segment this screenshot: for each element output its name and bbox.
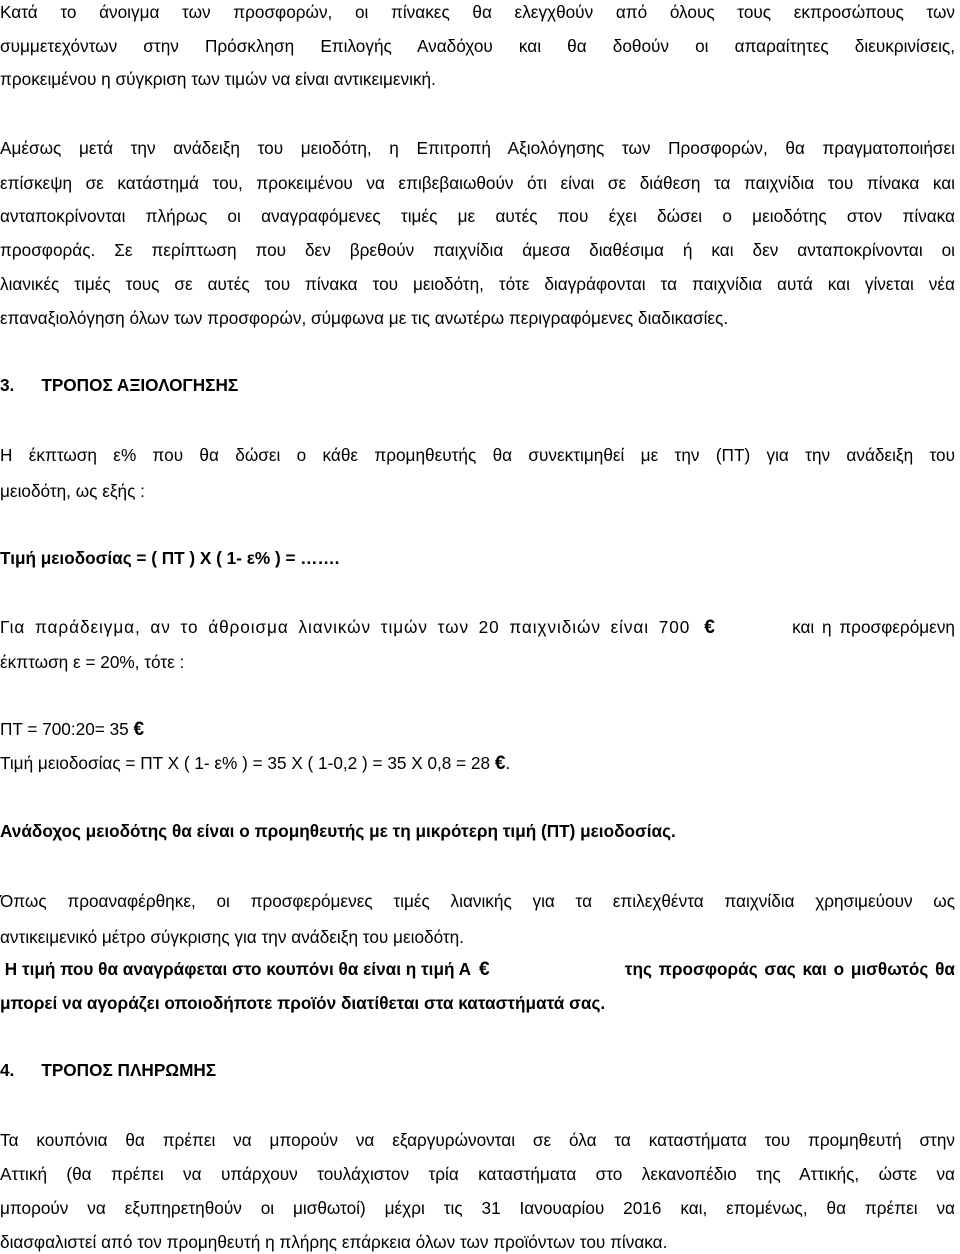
paragraph-5-line-1: Τα κουπόνια θα πρέπει να μπορούν να εξαργυρώνονται σε όλα τα καταστήματα του προμηθευτή στην: [0, 1130, 955, 1150]
paragraph-2-line-6: επαναξιολόγηση όλων των προσφορών, σύμφωνα με τις ανωτέρω περιγραφόμενες διαδικασίες.: [0, 308, 729, 328]
paragraph-2-line-1: Αμέσως μετά την ανάδειξη του μειοδότη, η Επιτροπή Αξιολόγησης των Προσφορών, θα πραγματοποιήσει: [0, 138, 955, 158]
paragraph-1-line-3: προκειμένου η σύγκριση των τιμών να είναι αντικειμενική.: [0, 69, 436, 89]
paragraph-1-line-2: συμμετεχόντων στην Πρόσκληση Επιλογής Αναδόχου και θα δοθούν οι απαραίτητες διευκρινίσεις,: [0, 36, 955, 56]
calculation-line-1: [0, 717, 955, 741]
example-line-1: [0, 615, 955, 639]
example-text-b: και η προσφερόμενη: [792, 617, 955, 637]
paragraph-2-line-5: λιανικές τιμές τους σε αυτές του πίνακα του μειοδότη, τότε διαγράφονται τα παιχνίδια αυτά και γίνεται νέα: [0, 274, 955, 294]
calc-2-end: .: [505, 753, 511, 773]
section-3-number: 3.: [0, 375, 15, 395]
paragraph-4-line-2: αντικειμενικό μέτρο σύγκρισης για την ανάδειξη του μειοδότη.: [0, 927, 465, 947]
paragraph-5-line-2: Αττική (θα πρέπει να υπάρχουν τουλάχιστον τρία καταστήματα στο λεκανοπέδιο της Αττικής, ώστε να: [0, 1164, 955, 1184]
euro-sign: €: [494, 753, 506, 774]
paragraph-5-line-3: μπορούν να εξυπηρετηθούν οι μισθωτοί) μέχρι τις 31 Ιανουαρίου 2016 και, επομένως, θα πρέπει να: [0, 1198, 955, 1218]
winner-statement: Ανάδοχος μειοδότης θα είναι ο προμηθευτής με τη μικρότερη τιμή (ΠΤ) μειοδοσίας.: [0, 821, 676, 841]
calc-2-text: Τιμή μειοδοσίας = ΠΤ Χ ( 1- ε% ) = 35 Χ ( 1-0,2 ) = 35 Χ 0,8 = 28: [0, 753, 491, 773]
bold-line-1: [0, 957, 955, 981]
paragraph-3-line-1: Η έκπτωση ε% που θα δώσει ο κάθε προμηθευτής θα συνεκτιμηθεί με την (ΠΤ) για την ανάδειξη του: [0, 445, 955, 465]
bold-text-b: της προσφοράς σας και ο μισθωτός θα: [624, 959, 955, 979]
paragraph-2-line-2: επίσκεψη σε κατάστημά του, προκειμένου να επιβεβαιωθούν ότι είναι σε διάθεση τα παιχνίδια του πίνακα και: [0, 173, 955, 193]
bold-text-a: Η τιμή που θα αναγράφεται στο κουπόνι θα είναι η τιμή Α: [0, 959, 472, 979]
paragraph-3-line-2: μειοδότη, ως εξής :: [0, 481, 145, 501]
bold-line-2: μπορεί να αγοράζει οποιοδήποτε προϊόν διατίθεται στα καταστήματά σας.: [0, 993, 606, 1013]
example-line-2: έκπτωση ε = 20%, τότε :: [0, 652, 185, 672]
calculation-line-2: [0, 751, 955, 775]
section-4-number: 4.: [0, 1060, 15, 1080]
paragraph-2-line-4: προσφοράς. Σε περίπτωση που δεν βρεθούν παιχνίδια άμεσα διαθέσιμα ή και δεν ανταποκρίνονται οι: [0, 240, 955, 260]
paragraph-1-line-1: Κατά το άνοιγμα των προσφορών, οι πίνακες θα ελεγχθούν από όλους τους εκπροσώπους των: [0, 2, 955, 22]
paragraph-4-line-1: Όπως προαναφέρθηκε, οι προσφερόμενες τιμές λιανικής για τα επιλεχθέντα παιχνίδια χρησιμεύουν ως: [0, 891, 955, 911]
price-formula: Τιμή μειοδοσίας = ( ΠΤ ) Χ ( 1- ε% ) = …….: [0, 548, 340, 568]
section-3-heading: [0, 373, 955, 397]
calc-1-text: ΠΤ = 700:20= 35: [0, 719, 129, 739]
euro-sign: €: [704, 617, 715, 638]
paragraph-2-line-3: ανταποκρίνονται πλήρως οι αναγραφόμενες τιμές με αυτές που έχει δώσει ο μειοδότης στον πίνακα: [0, 206, 955, 226]
section-4-title: ΤΡΟΠΟΣ ΠΛΗΡΩΜΗΣ: [41, 1060, 217, 1080]
paragraph-5-line-4: διασφαλιστεί από τον προμηθευτή η πλήρης επάρκεια όλων των προϊόντων του πίνακα.: [0, 1232, 668, 1252]
section-4-heading: [0, 1058, 955, 1082]
example-text-a: Για παράδειγμα, αν το άθροισμα λιανικών τιμών των 20 παιχνιδιών είναι 700: [0, 617, 691, 637]
euro-sign: €: [133, 719, 145, 740]
section-3-title: ΤΡΟΠΟΣ ΑΞΙΟΛΟΓΗΣΗΣ: [41, 375, 239, 395]
euro-sign: €: [479, 959, 490, 980]
